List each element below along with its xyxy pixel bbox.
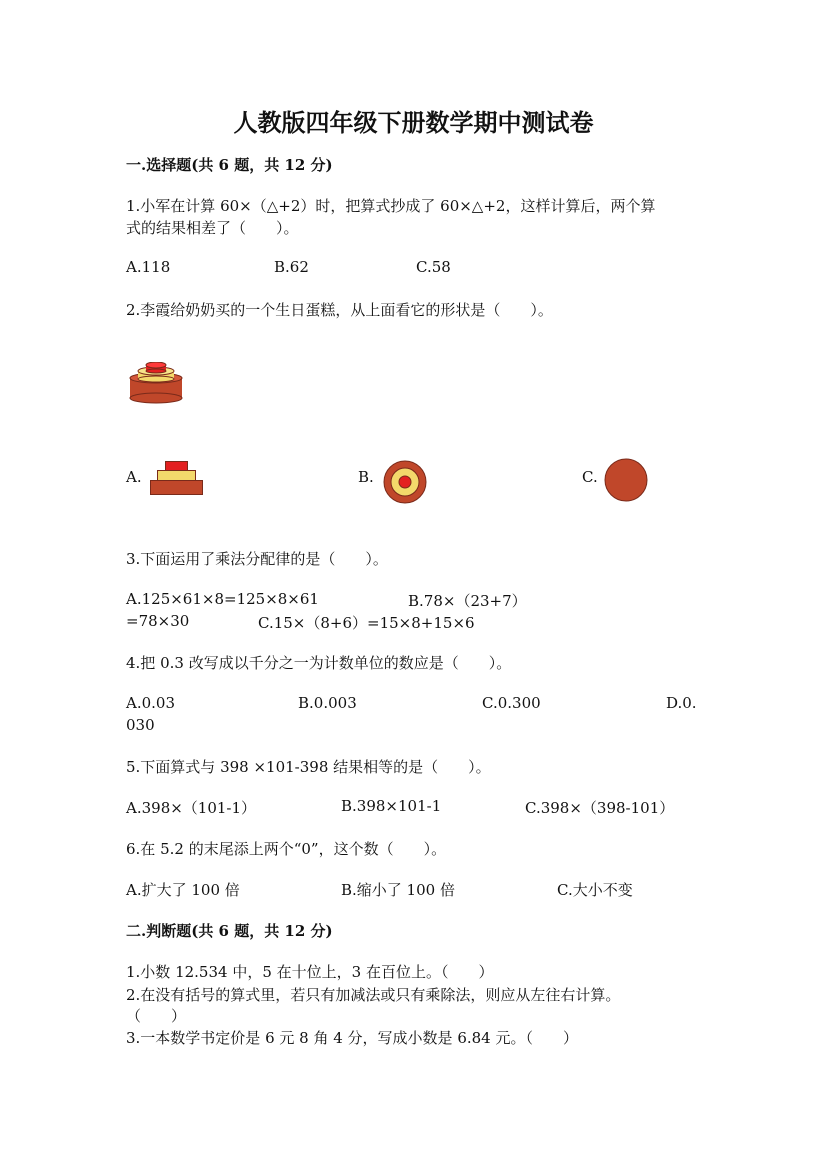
cake-top-view-rings-image: [382, 459, 428, 505]
q2-option-b: B.: [358, 468, 374, 486]
cake-circle-image: [603, 457, 649, 503]
q5-option-a: A.398×（101-1）: [126, 799, 257, 817]
section-heading-choice: 一.选择题(共 6 题，共 12 分): [126, 156, 333, 174]
q1-option-b: B.62: [274, 258, 309, 276]
question-4-text: 4.把 0.3 改写成以千分之一为计数单位的数应是（ ）。: [126, 654, 512, 672]
q1-option-c: C.58: [416, 258, 451, 276]
cake-side-view-image: [150, 460, 204, 496]
q3-option-b-line-1: B.78×（23+7）: [408, 592, 527, 610]
q4-option-b: B.0.003: [298, 694, 357, 712]
q4-option-c: C.0.300: [482, 694, 541, 712]
question-5-text: 5.下面算式与 398 ×101-398 结果相等的是（ ）。: [126, 758, 491, 776]
q3-option-c: C.15×（8+6）=15×8+15×6: [258, 614, 475, 632]
question-1-line-1: 1.小军在计算 60×（△+2）时，把算式抄成了 60×△+2，这样计算后，两个算: [126, 197, 656, 215]
section-heading-judgment: 二.判断题(共 6 题，共 12 分): [126, 922, 333, 940]
q3-option-a: A.125×61×8=125×8×61: [126, 590, 319, 608]
question-6-text: 6.在 5.2 的末尾添上两个“0”，这个数（ ）。: [126, 840, 447, 858]
judgment-1-text: 1.小数 12.534 中，5 在十位上，3 在百位上。（ ）: [126, 963, 494, 981]
q3-option-b-line-2: =78×30: [126, 612, 190, 630]
q4-option-a: A.0.03: [126, 694, 175, 712]
q4-option-d-line-1: D.0.: [666, 694, 697, 712]
question-2-text: 2.李霞给奶奶买的一个生日蛋糕，从上面看它的形状是（ ）。: [126, 301, 553, 319]
question-3-text: 3.下面运用了乘法分配律的是（ ）。: [126, 550, 388, 568]
q6-option-b: B.缩小了 100 倍: [341, 881, 455, 899]
q2-option-a: A.: [126, 468, 142, 486]
q5-option-c: C.398×（398-101）: [525, 799, 675, 817]
q6-option-c: C.大小不变: [557, 881, 633, 899]
q6-option-a: A.扩大了 100 倍: [126, 881, 240, 899]
q2-option-c: C.: [582, 468, 598, 486]
cake-3d-image: [128, 362, 184, 404]
page-title: 人教版四年级下册数学期中测试卷: [233, 108, 594, 137]
question-1-line-2: 式的结果相差了（ ）。: [126, 219, 299, 237]
judgment-2-line-2: （ ）: [126, 1007, 187, 1025]
q4-option-d-line-2: 030: [126, 716, 155, 734]
judgment-2-line-1: 2.在没有括号的算式里，若只有加减法或只有乘除法，则应从左往右计算。: [126, 986, 621, 1004]
judgment-3-text: 3.一本数学书定价是 6 元 8 角 4 分，写成小数是 6.84 元。（ ）: [126, 1029, 578, 1047]
q1-option-a: A.118: [126, 258, 171, 276]
q5-option-b: B.398×101-1: [341, 797, 442, 815]
